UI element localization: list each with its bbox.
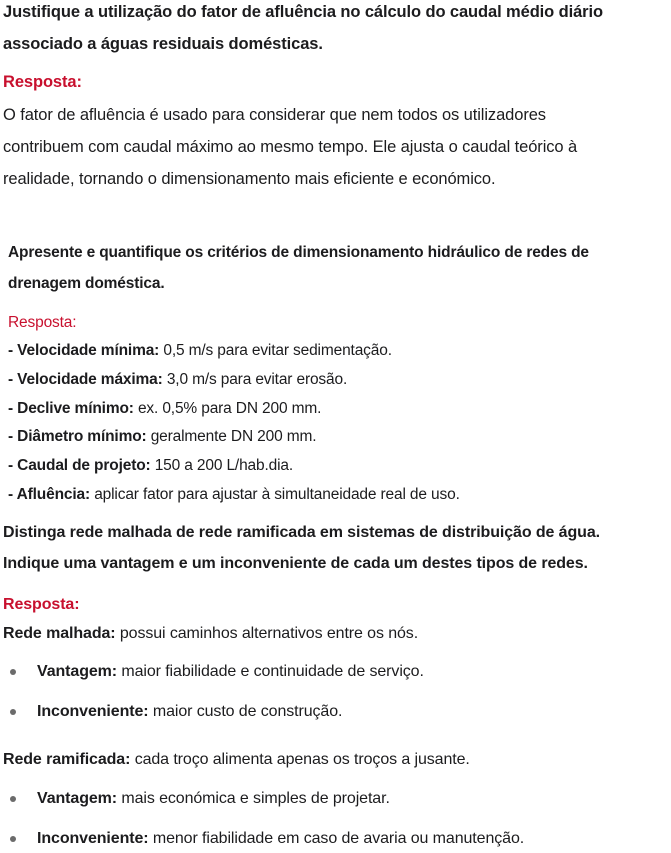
bullet-dot-icon bbox=[10, 709, 16, 715]
drawback-text: menor fiabilidade em caso de avaria ou manutenção. bbox=[148, 830, 525, 847]
criterion-label: - Declive mínimo: bbox=[8, 400, 134, 417]
advantage-text: maior fiabilidade e continuidade de serviço. bbox=[117, 663, 424, 680]
criterion-value: 0,5 m/s para evitar sedimentação. bbox=[159, 342, 392, 359]
rede-malhada-label: Rede malhada: bbox=[3, 625, 116, 642]
question-3-line-2: Indique uma vantagem e um inconveniente de cada um destes tipos de redes. bbox=[3, 555, 588, 572]
criterion-velocidade-minima bbox=[8, 341, 392, 361]
answer-1-label: Resposta: bbox=[3, 73, 82, 91]
criterion-value: 3,0 m/s para evitar erosão. bbox=[162, 371, 348, 388]
criterion-diametro-minimo bbox=[8, 427, 316, 447]
criterion-value: geralmente DN 200 mm. bbox=[146, 428, 317, 445]
criterion-label: - Afluência: bbox=[8, 486, 91, 503]
bullet-dot-icon bbox=[10, 669, 16, 675]
rede-ramificada-definition bbox=[3, 750, 470, 770]
drawback-text: maior custo de construção. bbox=[148, 703, 343, 720]
drawback-label: Inconveniente: bbox=[37, 703, 149, 720]
question-3-line-1: Distinga rede malhada de rede ramificada em sistemas de distribuição de água. bbox=[3, 524, 600, 541]
criterion-caudal-projeto bbox=[8, 456, 293, 476]
criterion-declive-minimo bbox=[8, 399, 321, 419]
answer-3-label: Resposta: bbox=[3, 596, 80, 613]
criterion-value: ex. 0,5% para DN 200 mm. bbox=[133, 400, 322, 417]
criterion-velocidade-maxima bbox=[8, 370, 347, 390]
bullet-dot-icon bbox=[10, 796, 16, 802]
malhada-advantage bbox=[37, 662, 424, 682]
question-2-line-2: drenagem doméstica. bbox=[8, 275, 165, 292]
advantage-label: Vantagem: bbox=[37, 663, 118, 680]
criterion-label: - Diâmetro mínimo: bbox=[8, 428, 147, 445]
rede-malhada-definition bbox=[3, 624, 418, 644]
advantage-text: mais económica e simples de projetar. bbox=[117, 790, 390, 807]
malhada-drawback bbox=[37, 702, 342, 722]
drawback-label: Inconveniente: bbox=[37, 830, 149, 847]
criterion-value: aplicar fator para ajustar à simultaneidade real de uso. bbox=[90, 486, 460, 503]
rede-ramificada-label: Rede ramificada: bbox=[3, 751, 131, 768]
rede-ramificada-text: cada troço alimenta apenas os troços a jusante. bbox=[130, 751, 470, 768]
advantage-label: Vantagem: bbox=[37, 790, 118, 807]
answer-1-line-2: contribuem com caudal máximo ao mesmo tempo. Ele ajusta o caudal teórico à bbox=[3, 138, 578, 156]
bullet-dot-icon bbox=[10, 836, 16, 842]
rede-malhada-text: possui caminhos alternativos entre os nós. bbox=[115, 625, 419, 642]
question-2-line-1: Apresente e quantifique os critérios de dimensionamento hidráulico de redes de bbox=[8, 244, 589, 261]
answer-1-line-3: realidade, tornando o dimensionamento mais eficiente e económico. bbox=[3, 170, 496, 188]
question-1-line-2: associado a águas residuais domésticas. bbox=[3, 35, 323, 53]
criterion-afluencia bbox=[8, 485, 460, 505]
ramificada-drawback bbox=[37, 829, 524, 849]
criterion-label: - Velocidade máxima: bbox=[8, 371, 163, 388]
criterion-value: 150 a 200 L/hab.dia. bbox=[150, 457, 294, 474]
answer-1-line-1: O fator de afluência é usado para considerar que nem todos os utilizadores bbox=[3, 106, 546, 124]
answer-2-label: Resposta: bbox=[8, 314, 77, 331]
criterion-label: - Velocidade mínima: bbox=[8, 342, 160, 359]
ramificada-advantage bbox=[37, 789, 390, 809]
question-1-line-1: Justifique a utilização do fator de afluência no cálculo do caudal médio diário bbox=[3, 3, 603, 21]
criterion-label: - Caudal de projeto: bbox=[8, 457, 151, 474]
